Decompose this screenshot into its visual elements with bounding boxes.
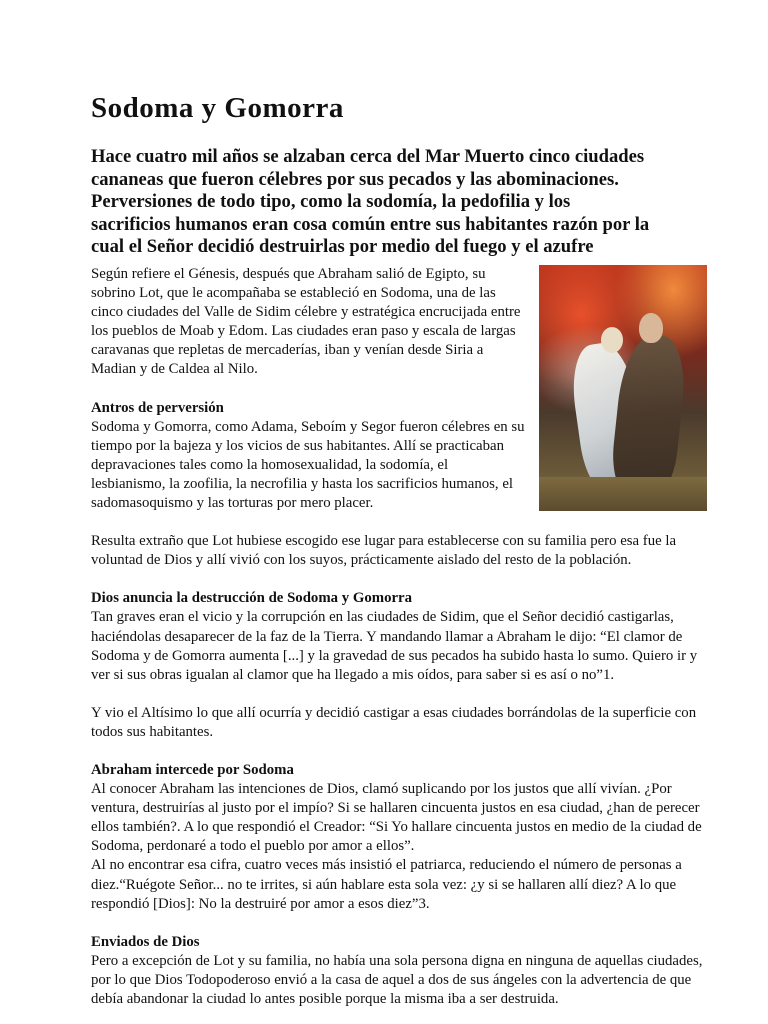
lead-paragraph: Hace cuatro mil años se alzaban cerca del Mar Muerto cinco ciudades cananeas que fueron célebres por sus pecados y las abominaciones. Perversiones de todo tipo, como la sodomía, la pedofilia y los sacrificios humanos eran cosa común entre sus habitantes razón por la cual el Señor decidió destruirlas por medio del fuego y el azufre: [91, 146, 650, 257]
paragraph: Y vio el Altísimo lo que allí ocurría y decidió castigar a esas ciudades borrándolas de la superficie con todos sus habitantes.: [91, 704, 697, 740]
paragraph: Tan graves eran el vicio y la corrupción en las ciudades de Sidim, que el Señor decidió castigarlas, haciéndolas desaparecer de la faz de la Tierra. Y mandando llamar a Abraham le dijo: “El clamor de Sodoma y de Gomorra aumenta [...] y la gravedad de sus pecados ha subido hasta lo sumo. Quiero ir y ver si sus obras igualan al clamor que ha llegado a mis oídos, para saber si es así o no”1.: [91, 609, 698, 683]
section-heading: Abraham intercede por Sodoma: [91, 761, 294, 778]
ground-shape: [539, 477, 707, 511]
section-heading: Enviados de Dios: [91, 933, 200, 950]
paragraph: Al no encontrar esa cifra, cuatro veces más insistió el patriarca, reduciendo el número de personas a diez.“Ruégote Señor... no te irrites, si aún hablare esta sola vez: ¿y si se hallaren allí diez? A lo que respondió [Dios]: No la destruiré por amor a esos diez”3.: [91, 857, 682, 912]
paragraph: Resulta extraño que Lot hubiese escogido ese lugar para establecerse con su familia pero esa fue la voluntad de Dios y allí vivió con los suyos, prácticamente aislado del resto de la población.: [91, 533, 677, 569]
paragraph: Pero a excepción de Lot y su familia, no había una sola persona digna en ninguna de aquellas ciudades, por lo que Dios Todopoderoso envió a la casa de aquel a dos de sus ángeles con la advertencia de que debía abandonar la ciudad lo antes posible porque la misma iba a ser destruida.: [91, 952, 703, 1007]
painting-illustration: [539, 265, 707, 511]
man-head: [639, 313, 663, 343]
intro-paragraph: Según refiere el Génesis, después que Abraham salió de Egipto, su sobrino Lot, que le acompañaba se estableció en Sodoma, una de las cinco ciudades del Valle de Sidim célebre y estratégica encrucijada entre los pueblos de Moab y Edom. Las ciudades eran paso y escala de largas caravanas que repletas de mercaderías, iban y venían desde Siria a Madian y de Caldea al Nilo.: [91, 266, 521, 378]
paragraph: Al conocer Abraham las intenciones de Dios, clamó suplicando por los justos que allí vivían. ¿Por ventura, destruirías al justo por el impío? Si se hallaren cincuenta justos en esa ciudad, ¿han de perecer ellos también?. A lo que respondió el Creador: “Si Yo hallare cincuenta justos en medio de la ciudad de Sodoma, perdonaré a todo el pueblo por amor a ellos”.: [91, 781, 702, 855]
section-heading: Antros de perversión: [91, 399, 224, 416]
section-heading: Dios anuncia la destrucción de Sodoma y Gomorra: [91, 590, 413, 607]
paragraph: Sodoma y Gomorra, como Adama, Seboím y Segor fueron célebres en su tiempo por la bajeza y los vicios de sus habitantes. Allí se practicaban depravaciones tales como la homosexualidad, la sodomía, el lesbianismo, la zoofilia, la necrofilia y hasta los sacrificios humanos, el sadomasoquismo y las torturas por mero placer.: [91, 418, 525, 512]
article-body: [91, 265, 707, 1009]
woman-head: [601, 327, 623, 353]
page-title: Sodoma y Gomorra: [91, 92, 344, 124]
